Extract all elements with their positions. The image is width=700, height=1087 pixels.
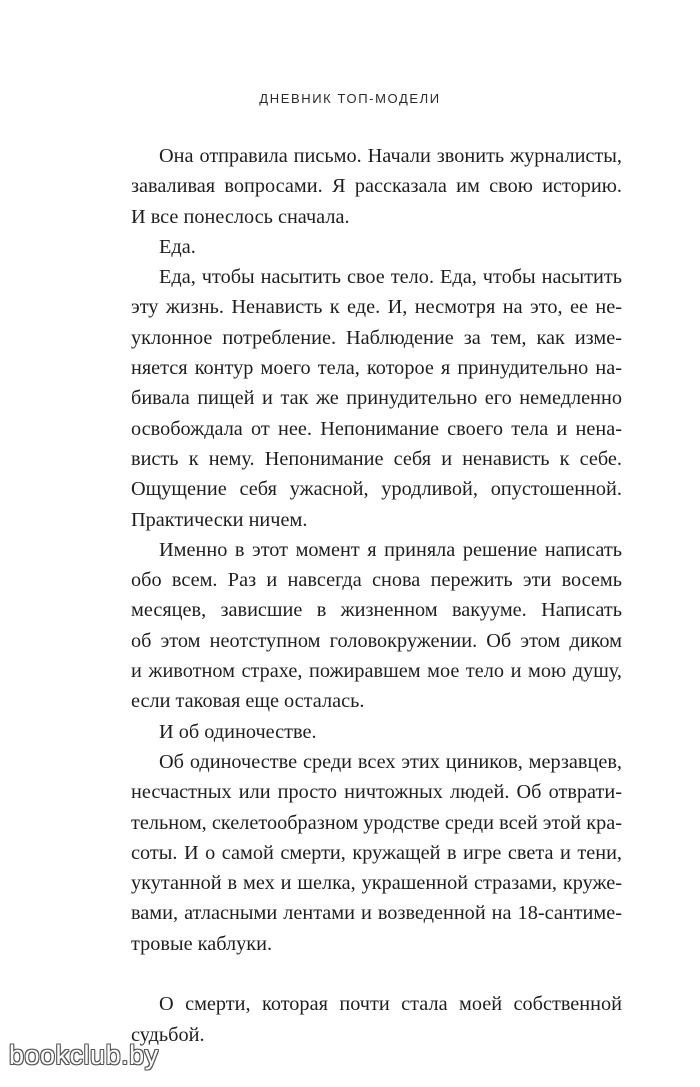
text-line: Практически ничем. (131, 508, 308, 531)
text-line: Еда, чтобы насытить свое тело. Еда, чтобы насытить (159, 266, 622, 289)
text-line: Ощущение себя ужасной, уродливой, опустошенной. (131, 478, 622, 501)
text-line: няется контур моего тела, которое я принудительно на- (131, 357, 622, 380)
text-line: судьбой. (131, 1023, 205, 1046)
text-line: И об одиночестве. (159, 720, 317, 743)
text-line: если таковая еще осталась. (131, 690, 365, 713)
paragraph-gap (131, 959, 622, 989)
text-line: тровые каблуки. (131, 932, 273, 955)
body-text (131, 141, 622, 1050)
text-line: заваливая вопросами. Я рассказала им свою историю. (131, 175, 622, 198)
paragraph (131, 141, 622, 232)
paragraph (131, 262, 622, 535)
text-line: об этом неотступном головокружении. Об этом диком (131, 629, 622, 652)
running-head: ДНЕВНИК ТОП-МОДЕЛИ (259, 91, 441, 106)
text-line: соты. И о самой смерти, кружащей в игре света и тени, (131, 841, 622, 864)
paragraph (131, 717, 622, 747)
text-line: О смерти, которая почти стала моей собственной (159, 993, 622, 1016)
paragraph (131, 747, 622, 959)
paragraph (131, 989, 622, 1050)
text-line: несчастных или просто ничтожных людей. Об отврати- (131, 781, 622, 804)
text-line: и животном страхе, пожиравшем мое тело и мою душу, (131, 660, 622, 683)
text-line: Еда. (159, 235, 196, 258)
text-line: бивала пищей и так же принудительно его немедленно (131, 387, 622, 410)
watermark-logo: bookclub.by (9, 1040, 159, 1070)
text-line: Именно в этот момент я приняла решение написать (159, 538, 622, 561)
text-line: уклонное потребление. Наблюдение за тем, как изме- (131, 326, 622, 349)
paragraph (131, 535, 622, 717)
text-line: месяцев, зависшие в жизненном вакууме. Написать (131, 599, 622, 622)
paragraph (131, 232, 622, 262)
text-line: тельном, скелетообразном уродстве среди всей этой кра- (131, 811, 622, 834)
text-line: висть к нему. Непонимание себя и ненависть к себе. (131, 447, 622, 470)
text-line: И все понеслось сначала. (131, 205, 350, 228)
text-line: Об одиночестве среди всех этих циников, мерзавцев, (159, 750, 622, 773)
text-line: освобождала от нее. Непонимание своего тела и нена- (131, 417, 622, 440)
text-line: Она отправила письмо. Начали звонить журналисты, (159, 145, 622, 167)
text-line: вами, атласными лентами и возведенной на 18-сантиме- (131, 902, 622, 925)
text-line: эту жизнь. Ненависть к еде. И, несмотря на это, ее не- (131, 296, 622, 319)
text-line: обо всем. Раз и навсегда снова пережить эти восемь (131, 569, 622, 592)
text-line: укутанной в мех и шелка, украшенной стразами, круже- (131, 872, 622, 895)
